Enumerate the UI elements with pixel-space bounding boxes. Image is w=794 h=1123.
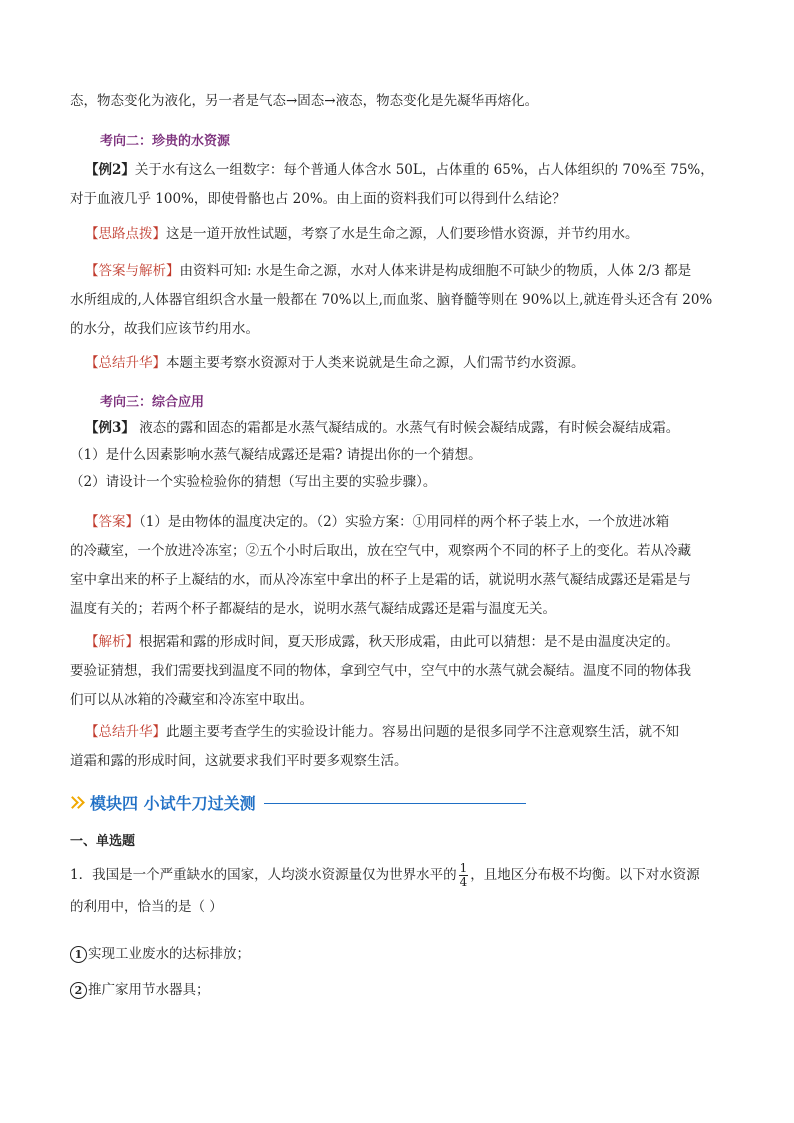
- example2: [70, 156, 725, 214]
- summary2-tag: 【总结升华】: [85, 355, 166, 371]
- section3-heading: 考向三：综合应用: [100, 395, 205, 410]
- example3-text-1: 液态的露和固态的霜都是水蒸气凝结成的。水蒸气有时候会凝结成露，有时候会凝结成霜。: [134, 420, 680, 436]
- analysis3-tag: 【解析】: [85, 634, 139, 650]
- q1-fraction: $\frac{1}{4}$: [459, 861, 468, 889]
- summary3-text-2: 道霜和露的形成时间，这就要求我们平时要多观察生活。: [70, 753, 408, 769]
- answer3-text-1: （1）是由物体的温度决定的。（2）实验方案：①用同样的两个杯子装上水，一个放进冰箱: [139, 514, 670, 530]
- example3-text-3: （2）请设计一个实验检验你的猜想（写出主要的实验步骤）。: [70, 474, 437, 490]
- answer3-text-4: 温度有关的；若两个杯子都凝结的是水，说明水蒸气凝结成露还是霜与温度无关。: [70, 601, 556, 617]
- option-1-text: 实现工业废水的达标排放；: [88, 946, 250, 962]
- analysis3-text-2: 要验证猜想，我们需要找到温度不同的物体，拿到空气中，空气中的水蒸气就会凝结。温度不同的物体我: [70, 663, 691, 679]
- q1-text-after: ，且地区分布极不均衡。以下对水资源: [470, 867, 700, 883]
- example2-tag: 【例2】: [85, 162, 135, 178]
- hint2: [70, 220, 725, 249]
- option-2: [70, 976, 725, 1005]
- summary3-tag: 【总结升华】: [85, 724, 166, 740]
- example3-text-2: （1）是什么因素影响水蒸气凝结成露还是霜? 请提出你的一个猜想。: [70, 447, 482, 463]
- answer2-text-3: 的水分，故我们应该节约用水。: [70, 321, 259, 337]
- summary2-text: 本题主要考察水资源对于人类来说就是生命之源，人们需节约水资源。: [166, 355, 585, 371]
- section2-heading: 考向二：珍贵的水资源: [100, 134, 231, 149]
- summary2: [70, 349, 725, 378]
- answer2-text-2: 水所组成的,人体器官组织含水量一般都在 70%以上,而血浆、脑脊髓等则在 90%以上,就连骨头还含有 20%: [70, 292, 713, 308]
- question-1: [70, 860, 725, 922]
- double-chevron-icon: [70, 795, 84, 809]
- analysis3-text-1: 根据霜和露的形成时间，夏天形成露，秋天形成霜，由此可以猜想：是不是由温度决定的。: [139, 634, 679, 650]
- analysis3-text-3: 们可以从冰箱的冷藏室和冷冻室中取出。: [70, 692, 313, 708]
- q1-text-2: 的利用中，恰当的是（ ）: [70, 899, 223, 915]
- module4-title: 模块四 小试牛刀过关测: [90, 793, 256, 813]
- module4-header: [70, 788, 526, 816]
- option-1: [70, 940, 725, 969]
- circled-number-1: 1: [70, 946, 87, 963]
- summary3: [70, 718, 725, 776]
- example2-text-1: 关于水有这么一组数字：每个普通人体含水 50L，占体重的 65%，占人体组织的 70%至 75%，: [134, 162, 714, 178]
- answer3-text-3: 室中拿出来的杯子上凝结的水，而从冷冻室中拿出的杯子上是霜的话，就说明水蒸气凝结成露还是霜是与: [70, 572, 691, 588]
- answer3-tag: 【答案】: [85, 514, 139, 530]
- answer2: [70, 257, 725, 344]
- top-text-line: 态，物态变化为液化，另一者是气态→固态→液态，物态变化是先凝华再熔化。: [70, 93, 539, 109]
- answer2-tag: 【答案与解析】: [85, 263, 180, 279]
- example3: [70, 415, 725, 496]
- answer2-text-1: 由资料可知: 水是生命之源，水对人体来讲是构成细胞不可缺少的物质，人体 2/3 都是: [179, 263, 692, 279]
- circled-number-2: 2: [70, 982, 87, 999]
- summary3-text-1: 此题主要考查学生的实验设计能力。容易出问题的是很多同学不注意观察生活，就不知: [166, 724, 679, 740]
- answer3-text-2: 的冷藏室，一个放进冷冻室；②五个小时后取出，放在空气中，观察两个不同的杯子上的变化。若从冷藏: [70, 543, 691, 559]
- answer3: [70, 508, 725, 624]
- q1-text-before: 1．我国是一个严重缺水的国家，人均淡水资源量仅为世界水平的: [70, 867, 457, 883]
- example3-tag: 【例3】: [85, 420, 135, 436]
- hint2-text: 这是一道开放性试题，考察了水是生命之源，人们要珍惜水资源，并节约用水。: [166, 226, 639, 242]
- hint2-tag: 【思路点拨】: [85, 226, 166, 242]
- question-section-title: 一、单选题: [70, 834, 136, 849]
- example2-text-2: 对于血液几乎 100%，即使骨骼也占 20%。由上面的资料我们可以得到什么结论？: [70, 191, 566, 207]
- analysis3: [70, 628, 725, 715]
- module4-divider: [264, 803, 526, 804]
- option-2-text: 推广家用节水器具；: [88, 982, 210, 998]
